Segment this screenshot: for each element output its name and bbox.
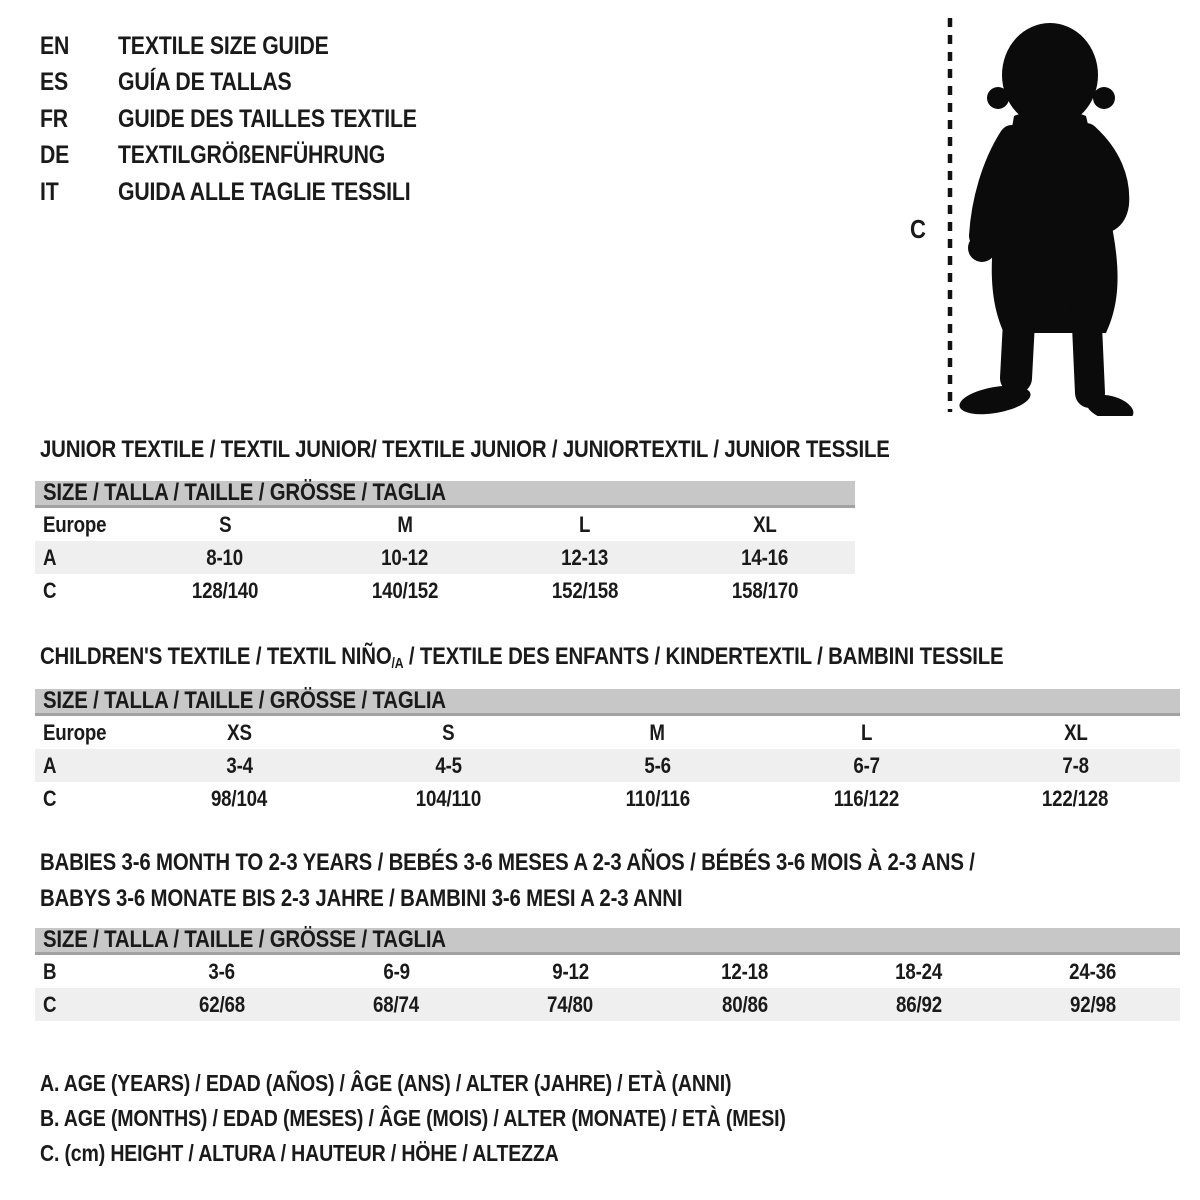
height-measure-label: C <box>910 214 926 244</box>
language-row-it <box>40 174 470 211</box>
baby-figure <box>935 14 1145 416</box>
size-cell: XL <box>1063 719 1088 745</box>
age-cell: 10-12 <box>381 544 429 570</box>
table-row-height <box>35 782 1180 815</box>
language-title: TEXTILGRÖßENFÜHRUNG <box>118 141 386 170</box>
size-cell: XS <box>227 719 252 745</box>
table-row-height <box>35 574 855 607</box>
age-cell: 7-8 <box>1062 752 1089 778</box>
months-cell: 12-18 <box>721 958 769 984</box>
legend-line-b: B. AGE (MONTHS) / EDAD (MESES) / ÂGE (MOIS) / ALTER (MONATE) / ETÀ (MESI) <box>40 1105 786 1131</box>
size-cell: XL <box>753 511 777 537</box>
language-row-fr <box>40 101 470 138</box>
row-label: Europe <box>43 511 107 537</box>
height-cell: 92/98 <box>1069 991 1116 1017</box>
height-cell: 116/122 <box>833 785 900 811</box>
size-cell: L <box>860 719 873 745</box>
age-cell: 14-16 <box>741 544 789 570</box>
height-cell: 80/86 <box>721 991 768 1017</box>
months-cell: 24-36 <box>1069 958 1117 984</box>
row-label: C <box>43 785 57 811</box>
size-cell: S <box>442 719 455 745</box>
language-code: IT <box>40 177 59 206</box>
language-row-es <box>40 65 470 102</box>
age-cell: 4-5 <box>435 752 462 778</box>
age-cell: 12-13 <box>561 544 609 570</box>
height-cell: 158/170 <box>731 577 799 603</box>
height-cell: 74/80 <box>547 991 594 1017</box>
months-cell: 3-6 <box>208 958 236 984</box>
junior-size-table <box>35 481 855 607</box>
language-code: FR <box>40 104 68 133</box>
height-cell: 140/152 <box>371 577 439 603</box>
size-cell: S <box>218 511 232 537</box>
height-cell: 110/116 <box>625 785 690 811</box>
height-cell: 62/68 <box>199 991 246 1017</box>
row-label: A <box>43 544 57 570</box>
language-title: GUIDA ALLE TAGLIE TESSILI <box>118 177 411 206</box>
months-cell: 6-9 <box>382 958 410 984</box>
age-cell: 8-10 <box>206 544 244 570</box>
height-cell: 122/128 <box>1042 785 1109 811</box>
size-table-header: SIZE / TALLA / TAILLE / GRÖSSE / TAGLIA <box>35 928 1180 955</box>
language-code: EN <box>40 31 70 60</box>
row-label: A <box>43 752 57 778</box>
children-section-title: CHILDREN'S TEXTILE / TEXTIL $NIÑO_{/A}$ / TEXTILE DES ENFANTS / KINDERTEXTIL / BAMBINI TESSILE <box>40 643 1004 673</box>
row-label: Europe <box>43 719 107 745</box>
measurement-legend <box>40 1066 917 1171</box>
size-cell: L <box>579 511 591 537</box>
size-cell: M <box>649 719 666 745</box>
age-cell: 3-4 <box>226 752 253 778</box>
table-row-age <box>35 749 1180 782</box>
table-row-months <box>35 955 1180 988</box>
language-code: ES <box>40 68 69 97</box>
babies-size-table <box>35 928 1180 1021</box>
table-row-height <box>35 988 1180 1021</box>
children-size-table <box>35 689 1180 815</box>
table-row-europe <box>35 508 855 541</box>
row-label: C <box>43 577 57 603</box>
language-row-de <box>40 138 470 175</box>
height-cell: 104/110 <box>415 785 482 811</box>
age-cell: 5-6 <box>644 752 671 778</box>
row-label: B <box>43 958 57 984</box>
table-row-europe <box>35 716 1180 749</box>
legend-line-c: C. (cm) HEIGHT / ALTURA / HAUTEUR / HÖHE / ALTEZZA <box>40 1140 559 1166</box>
language-title: GUIDE DES TAILLES TEXTILE <box>118 104 417 133</box>
table-row-age <box>35 541 855 574</box>
months-cell: 9-12 <box>552 958 589 984</box>
babies-section-title: BABIES 3-6 MONTH TO 2-3 YEARS / BEBÉS 3-6 MESES A 2-3 AÑOS / BÉBÉS 3-6 MOIS À 2-3 ANS / BABYS 3-6 MONATE BIS 2-3 JAHRE / BAMBINI 3-6 MESI A 2-3 ANNI <box>40 849 975 912</box>
height-cell: 98/104 <box>211 785 268 811</box>
nino-a-subscript: /A <box>391 656 404 673</box>
age-cell: 6-7 <box>853 752 880 778</box>
legend-line-a: A. AGE (YEARS) / EDAD (AÑOS) / ÂGE (ANS) / ALTER (JAHRE) / ETÀ (ANNI) <box>40 1070 732 1096</box>
months-cell: 18-24 <box>895 958 943 984</box>
row-label: C <box>43 991 57 1017</box>
language-title: GUÍA DE TALLAS <box>118 68 292 97</box>
height-cell: 128/140 <box>191 577 259 603</box>
height-cell: 68/74 <box>373 991 420 1017</box>
language-row-en <box>40 28 470 65</box>
size-cell: M <box>397 511 413 537</box>
size-table-header: SIZE / TALLA / TAILLE / GRÖSSE / TAGLIA <box>35 689 1180 716</box>
language-title-list <box>40 28 470 211</box>
language-code: DE <box>40 141 70 170</box>
height-cell: 86/92 <box>895 991 942 1017</box>
baby-silhouette <box>957 23 1136 416</box>
size-table-header: SIZE / TALLA / TAILLE / GRÖSSE / TAGLIA <box>35 481 855 508</box>
height-cell: 152/158 <box>551 577 619 603</box>
language-title: TEXTILE SIZE GUIDE <box>118 31 329 60</box>
junior-section-title: JUNIOR TEXTILE / TEXTIL JUNIOR/ TEXTILE JUNIOR / JUNIORTEXTIL / JUNIOR TESSILE <box>40 436 890 463</box>
